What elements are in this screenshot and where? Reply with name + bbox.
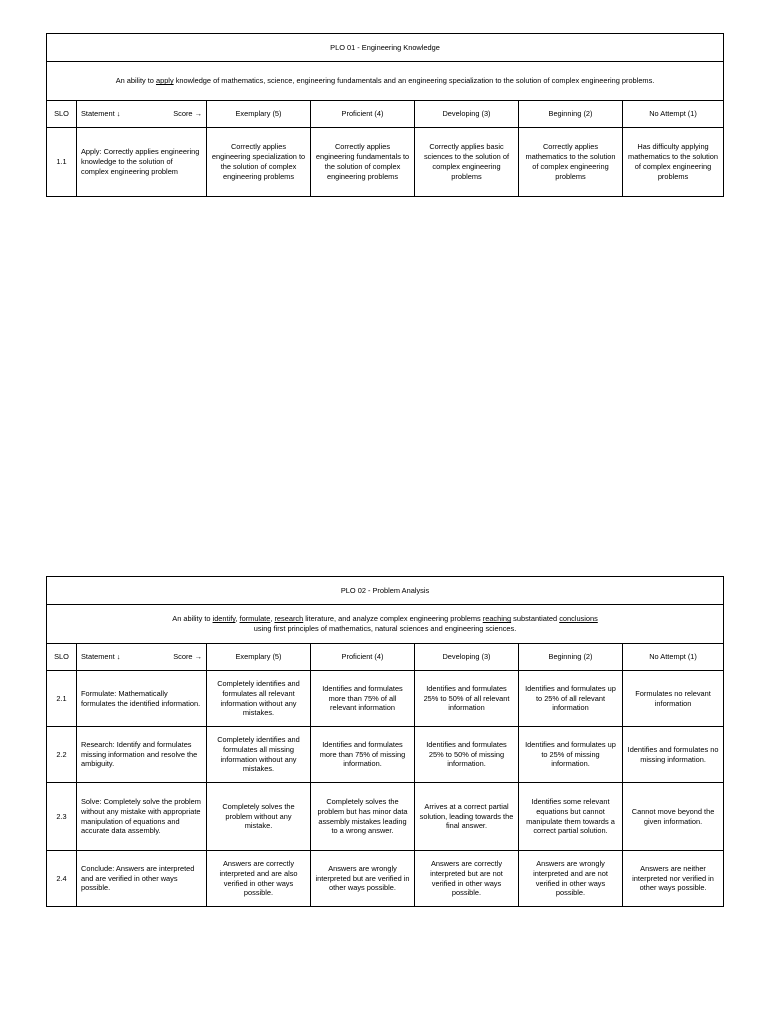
slo-number: 2.2 [47,727,77,783]
rubric-cell: Completely identifies and formulates all relevant information without any mistakes. [207,671,311,727]
plo2-description: An ability to identify, formulate, research literature, and analyze complex engineering problems reaching substantiated conclusions using first principles of mathematics, natural sciences and engineering sciences. [47,605,724,644]
slo-header: SLO [47,101,77,128]
rubric-cell: Answers are wrongly interpreted and are not verified in other ways possible. [519,851,623,907]
table-row [47,783,724,851]
rubric-cell: Has difficulty applying mathematics to the solution of complex engineering problems [623,128,724,197]
rubric-cell: Correctly applies engineering fundamentals to the solution of complex engineering problems [311,128,415,197]
rubric-cell: Cannot move beyond the given information. [623,783,724,851]
rubric-cell: Answers are wrongly interpreted but are verified in other ways possible. [311,851,415,907]
statement-header: Statement ↓ [81,652,121,662]
rubric-cell: Arrives at a correct partial solution, leading towards the final answer. [415,783,519,851]
slo-header: SLO [47,644,77,671]
level-header-beginning: Beginning (2) [519,101,623,128]
rubric-cell: Correctly applies basic sciences to the solution of complex engineering problems [415,128,519,197]
slo-statement: Apply: Correctly applies engineering knowledge to the solution of complex engineering problem [77,128,207,197]
rubric-cell: Identifies and formulates more than 75% of all relevant information [311,671,415,727]
slo-number: 2.3 [47,783,77,851]
statement-header: Statement ↓ [81,109,121,119]
plo1-rubric-table [46,33,724,197]
rubric-cell: Identifies and formulates up to 25% of missing information. [519,727,623,783]
level-header-developing: Developing (3) [415,101,519,128]
level-header-developing: Developing (3) [415,644,519,671]
rubric-cell: Formulates no relevant information [623,671,724,727]
rubric-cell: Identifies and formulates 25% to 50% of all relevant information [415,671,519,727]
table-row [47,671,724,727]
plo1-description: An ability to apply knowledge of mathematics, science, engineering fundamentals and an engineering specialization to the solution of complex engineering problems. [47,62,724,101]
rubric-cell: Completely identifies and formulates all missing information without any mistakes. [207,727,311,783]
rubric-cell: Completely solves the problem but has minor data assembly mistakes leading to a wrong answer. [311,783,415,851]
slo-statement: Solve: Completely solve the problem without any mistake with appropriate manipulation of equations and accurate data assembly. [77,783,207,851]
slo-statement: Research: Identify and formulates missing information and resolve the ambiguity. [77,727,207,783]
slo-number: 2.4 [47,851,77,907]
score-header: Score → [173,652,202,662]
score-header: Score → [173,109,202,119]
rubric-cell: Answers are neither interpreted nor verified in other ways possible. [623,851,724,907]
table-row [47,727,724,783]
table-row [47,851,724,907]
level-header-exemplary: Exemplary (5) [207,644,311,671]
level-header-exemplary: Exemplary (5) [207,101,311,128]
plo1-title: PLO 01 - Engineering Knowledge [47,34,724,62]
rubric-cell: Identifies some relevant equations but cannot manipulate them towards a correct partial solution. [519,783,623,851]
rubric-cell: Answers are correctly interpreted and are also verified in other ways possible. [207,851,311,907]
level-header-proficient: Proficient (4) [311,644,415,671]
slo-statement: Formulate: Mathematically formulates the identified information. [77,671,207,727]
slo-statement: Conclude: Answers are interpreted and are verified in other ways possible. [77,851,207,907]
rubric-cell: Identifies and formulates no missing information. [623,727,724,783]
level-header-beginning: Beginning (2) [519,644,623,671]
rubric-cell: Identifies and formulates 25% to 50% of missing information. [415,727,519,783]
table-row [47,128,724,197]
slo-number: 2.1 [47,671,77,727]
rubric-cell: Answers are correctly interpreted but are not verified in other ways possible. [415,851,519,907]
plo2-title: PLO 02 - Problem Analysis [47,577,724,605]
rubric-cell: Identifies and formulates more than 75% of missing information. [311,727,415,783]
statement-score-header [77,644,207,671]
plo2-rubric-table [46,576,724,907]
level-header-no-attempt: No Attempt (1) [623,644,724,671]
statement-score-header [77,101,207,128]
rubric-cell: Identifies and formulates up to 25% of all relevant information [519,671,623,727]
level-header-no-attempt: No Attempt (1) [623,101,724,128]
rubric-cell: Correctly applies engineering specialization to the solution of complex engineering problems [207,128,311,197]
rubric-cell: Correctly applies mathematics to the solution of complex engineering problems [519,128,623,197]
level-header-proficient: Proficient (4) [311,101,415,128]
rubric-cell: Completely solves the problem without any mistake. [207,783,311,851]
slo-number: 1.1 [47,128,77,197]
